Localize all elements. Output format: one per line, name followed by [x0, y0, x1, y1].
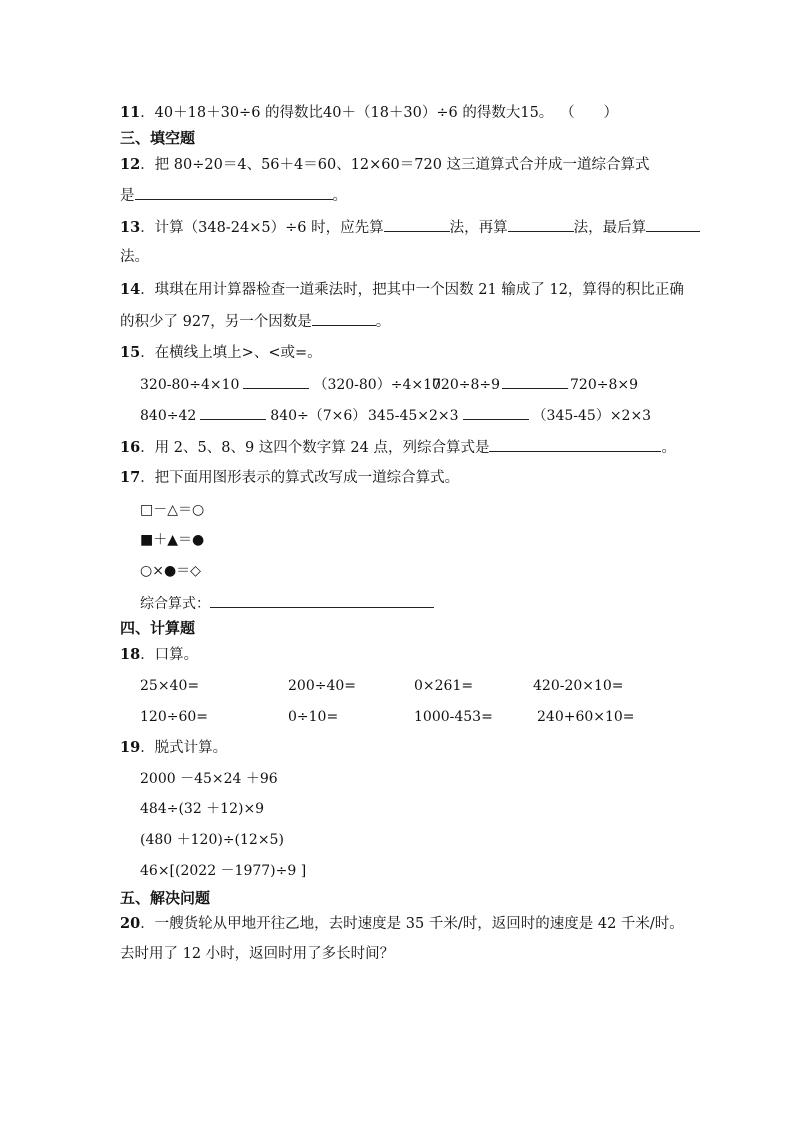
- question-text: ．口算。: [140, 647, 199, 663]
- answer-blank[interactable]: [384, 217, 450, 232]
- oral-calc-item: 0×261=: [414, 678, 474, 694]
- question-number: 12: [120, 156, 141, 173]
- question-number: 11: [120, 104, 141, 121]
- question-20-line1: [120, 914, 684, 934]
- question-text: ．把 80÷20＝4、56＋4＝60、12×60＝720 这三道算式合并成一道综合算式: [140, 157, 650, 173]
- expression: （320-80）÷4×10: [313, 377, 441, 393]
- combined-formula-line: [140, 593, 434, 614]
- question-text: 法，再算: [449, 220, 508, 236]
- question-text: 法，最后算: [573, 220, 647, 236]
- oral-calc-item: 240+60×10=: [537, 709, 635, 725]
- question-12-line2: [120, 185, 347, 206]
- question-text: ．在横线上填上>、<或=。: [140, 345, 322, 361]
- answer-blank[interactable]: [210, 593, 434, 608]
- section-title-fill-in: 三、填空题: [120, 129, 196, 147]
- stepwise-calc-item: (480 ＋120)÷(12×5): [140, 832, 284, 848]
- combined-formula-label: 综合算式：: [140, 596, 210, 612]
- question-14-line2: [120, 311, 390, 332]
- question-text: ．计算（348-24×5）÷6 时，应先算: [140, 220, 384, 236]
- question-text: 。: [661, 440, 676, 456]
- question-number: 17: [120, 469, 141, 486]
- expression: 720÷8÷9: [432, 377, 500, 393]
- compare-row-1-right: [432, 374, 638, 395]
- shape-equation-2: ■＋▲＝●: [140, 532, 205, 548]
- shape-equation-3: ○×●＝◇: [140, 563, 201, 579]
- question-14-line1: [120, 280, 684, 300]
- stepwise-calc-item: 484÷(32 ＋12)×9: [140, 801, 265, 817]
- question-text: ．用 2、5、8、9 这四个数字算 24 点，列综合算式是: [140, 440, 490, 456]
- compare-row-2-right: [368, 405, 651, 426]
- question-text: 。: [332, 188, 347, 204]
- question-15: [120, 343, 322, 363]
- oral-calc-item: 25×40=: [140, 678, 200, 694]
- question-13-line1: [120, 217, 700, 238]
- question-19: [120, 738, 227, 758]
- question-number: 16: [120, 439, 141, 456]
- answer-blank[interactable]: [312, 311, 376, 326]
- question-number: 13: [120, 219, 141, 236]
- question-number: 20: [120, 915, 141, 932]
- question-number: 14: [120, 281, 141, 298]
- answer-blank[interactable]: [508, 217, 574, 232]
- stepwise-calc-item: 2000 －45×24 ＋96: [140, 771, 278, 787]
- question-text: ．一艘货轮从甲地开往乙地，去时速度是 35 千米/时，返回时的速度是 42 千米/时。: [140, 916, 684, 932]
- question-11: [120, 103, 618, 123]
- question-12-line1: [120, 155, 650, 175]
- compare-row-1-left: [140, 374, 441, 395]
- answer-blank[interactable]: [489, 437, 661, 452]
- expression: 345-45×2×3: [368, 408, 459, 424]
- oral-calc-item: 1000-453=: [414, 709, 493, 725]
- question-text: ．把下面用图形表示的算式改写成一道综合算式。: [140, 470, 460, 486]
- question-text: ．琪琪在用计算器检查一道乘法时，把其中一个因数 21 输成了 12，算得的积比正确: [140, 282, 684, 298]
- expression: 840÷（7×6）: [270, 408, 367, 424]
- question-text: ．脱式计算。: [140, 740, 228, 756]
- answer-blank[interactable]: [243, 374, 309, 389]
- answer-blank[interactable]: [502, 374, 568, 389]
- answer-blank[interactable]: [463, 405, 529, 420]
- oral-calc-item: 0÷10=: [288, 709, 339, 725]
- question-16: [120, 437, 676, 458]
- answer-parentheses: （ ）: [567, 105, 619, 121]
- question-20-line2: 去时用了 12 小时，返回时用了多长时间？: [120, 946, 395, 962]
- question-text: 是: [120, 188, 135, 204]
- question-number: 15: [120, 344, 141, 361]
- question-number: 18: [120, 646, 141, 663]
- expression: （345-45）×2×3: [532, 408, 652, 424]
- question-18: [120, 645, 198, 665]
- question-text: 的积少了 927，另一个因数是: [120, 314, 312, 330]
- shape-equation-1: □－△＝○: [140, 502, 205, 518]
- section-title-calculation: 四、计算题: [120, 619, 196, 637]
- section-title-problem-solving: 五、解决问题: [120, 889, 211, 907]
- expression: 840÷42: [140, 408, 197, 424]
- compare-row-2-left: [140, 405, 366, 426]
- expression: 320-80÷4×10: [140, 377, 240, 393]
- question-text: 。: [375, 314, 391, 330]
- question-text: ．40＋18＋30÷6 的得数比40＋（18＋30）÷6 的得数大15。: [140, 105, 554, 121]
- expression: 720÷8×9: [570, 377, 638, 393]
- question-17: [120, 468, 459, 488]
- stepwise-calc-item: 46×[(2022 －1977)÷9 ]: [140, 863, 307, 879]
- answer-blank[interactable]: [200, 405, 266, 420]
- question-number: 19: [120, 739, 141, 756]
- oral-calc-item: 120÷60=: [140, 709, 208, 725]
- oral-calc-item: 420-20×10=: [533, 678, 624, 694]
- question-13-line2: 法。: [120, 249, 149, 265]
- oral-calc-item: 200÷40=: [288, 678, 356, 694]
- answer-blank[interactable]: [646, 217, 700, 232]
- answer-blank[interactable]: [135, 185, 333, 200]
